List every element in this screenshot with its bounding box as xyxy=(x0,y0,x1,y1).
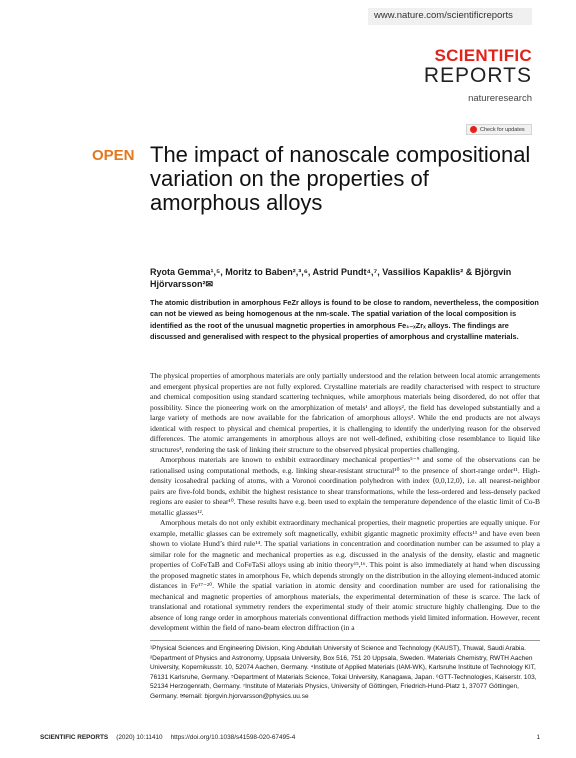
article-title: The impact of nanoscale compositional variation on the properties of amorphous alloys xyxy=(150,142,531,215)
body-paragraph: The physical properties of amorphous materials are only partially understood and the relation between local atomic arrangements and emergent physical properties are not fully explored. Crystalline materials are readily characterised with respect to structure and chemical composition using standard scattering techniques, while amorphous materials being disordered, do not offer that possibility. Since the pioneering work on the amorphization of metals¹ and alloys², the field has developed substantially and a large variety of methods are now available for the fabrication of amorphous alloys³. While the end products are not always identical with respect to physical and chemical properties, it is challenging to identify the underlying reason for the observed differences. The atomic arrangements in amorphous alloys are not well-defined, exhibiting close resemblance to liquid like structures⁴, rendering the task of linking their structure to the observed physical properties challenging. xyxy=(150,371,540,454)
footer-doi-link[interactable]: https://doi.org/10.1038/s41598-020-67495-4 xyxy=(170,734,296,741)
brand-logo-scientific: SCIENTIFIC xyxy=(434,46,532,65)
publisher-logo: natureresearch xyxy=(468,93,532,104)
check-updates-icon xyxy=(470,126,477,133)
page-number: 1 xyxy=(536,734,540,741)
page-footer xyxy=(40,734,540,741)
journal-url-link[interactable]: www.nature.com/scientificreports xyxy=(374,10,513,21)
check-updates-label: Check for updates xyxy=(480,126,525,133)
article-body xyxy=(150,371,540,634)
footer-citation: (2020) 10:11410 xyxy=(116,734,163,741)
body-paragraph: Amorphous materials are known to exhibit extraordinary mechanical properties⁵⁻⁹ and some of the observations can be rationalised using computational methods, e.g. linking shear-resistant structural¹⁰ to the presence of short-range order¹¹. High-density icosahedral packing of atoms, with a Voronoi coordination polyhedron with index ⟨0,0,12,0⟩, i.e. all nearest-neighbor pairs are five-fold bonds, exhibit the highest resistance to shear transformations, while the less-ordered and less-densely packed regions are easier to shear¹⁰. These results have e.g. been used to explain the temperature dependence of the elastic limit of Co-B metallic glasses¹². xyxy=(150,455,540,517)
open-access-label: OPEN xyxy=(92,147,135,164)
affiliations: ¹Physical Sciences and Engineering Division, King Abdullah University of Science and Technology (KAUST), Thuwal, Saudi Arabia. ²Department of Physics and Astronomy, Uppsala University, Box 516, 751 20 Uppsala, Sweden. ³Materials Chemistry, RWTH Aachen University, Kopernikusstr. 10, 52074 Aachen, Germany. ⁴Institute of Applied Materials (IAM-WK), Karlsruhe Institute of Technology KIT, 76131 Karlsruhe, Germany. ⁵Department of Materials Science, Tokai University, Kanagawa, Japan. ⁶GTT-Technologies, Kaiserstr. 103, 52134 Herzogenrath, Germany. ⁷Institute of Materials Physics, University of Göttingen, Friedrich-Hund-Platz 1, 37077 Göttingen, Germany. ✉email: bjorgvin.hjorvarsson@physics.uu.se xyxy=(150,645,537,700)
affiliation-divider xyxy=(150,640,540,641)
author-list: Ryota Gemma¹,⁵, Moritz to Baben²,³,⁶, Astrid Pundt⁴,⁷, Vassilios Kapaklis² & Björgvin Hjörvarsson²✉ xyxy=(150,267,512,289)
check-updates-button[interactable] xyxy=(466,124,532,135)
body-paragraph: Amorphous metals do not only exhibit extraordinary mechanical properties, their magnetic properties are equally unique. For example, metallic glasses can be extremely soft magnetically, exhibit gigantic magnetic proximity effects¹³ and have even been shown to violate Hund’s third rule¹⁴. The spatial variations in concentration and coordination number can be assumed to play a similar role for the magnetic and mechanical properties as e.g. discussed in the analysis of the density, elastic and magnetic properties of CoFeTaB and CoFeTaSi alloys using ab initio theory¹⁵,¹⁶. This point is also immediately at hand when discussing the proposed magnetic states in amorphous Fe, which depends strongly on the distribution in the alloying element-induced atomic distances in Fe¹⁷⁻²⁰. While the spatial variation in atomic density and coordination number are used for rationalising the mechanical and magnetic properties of amorphous materials, the experimental determination of these is scarce. The lack of translational and rotational symmetry renders the experimental study of their atomic structure highly challenging. Due to the absence of long range order in amorphous materials conventional diffraction methods yield limited information. However, recent development within the field of nano-beam electron diffraction (in a xyxy=(150,518,540,632)
footer-journal: SCIENTIFIC REPORTS xyxy=(40,734,109,741)
brand-logo-reports: REPORTS xyxy=(423,64,532,87)
abstract: The atomic distribution in amorphous FeZr alloys is found to be close to random, nevertheless, the composition can not be viewed as being homogenous at the nm-scale. The spatial variation of the local composition is identified as the root of the unusual magnetic properties in amorphous Fe₁₋ₓZrₓ alloys. The findings are discussed and generalised with respect to the physical properties of amorphous and crystalline materials. xyxy=(150,298,539,342)
